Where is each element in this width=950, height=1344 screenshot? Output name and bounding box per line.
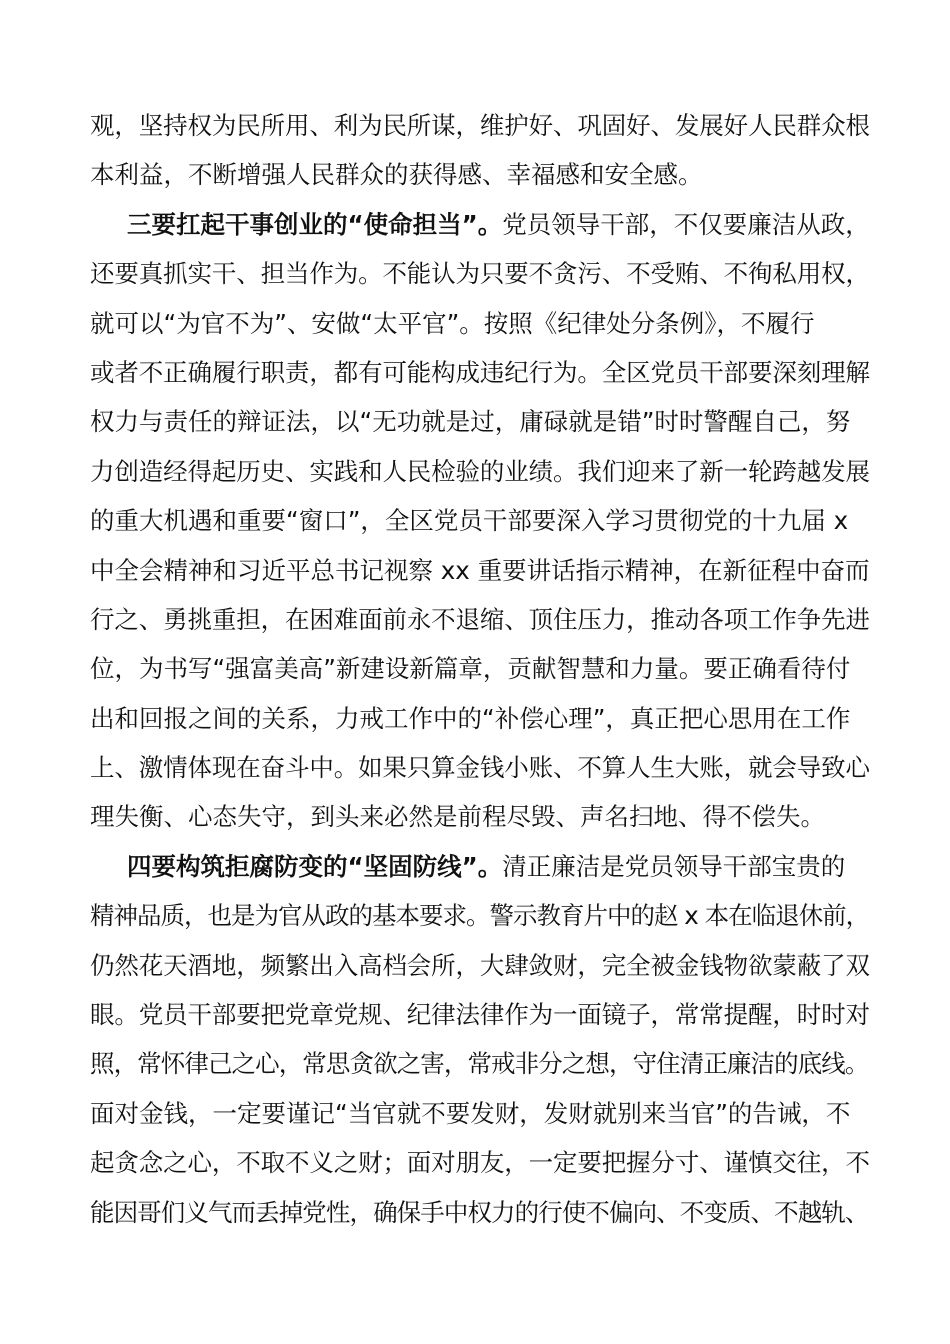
document-body [90,101,870,1237]
heading-continuation: 党员领导干部，不仅要廉洁从政， [502,209,870,239]
text-line: 就可以“为官不为”、安做“太平官”。按照《纪律处分条例》，不履行 [90,308,815,338]
paragraph-1 [90,101,870,200]
text-line: 面对金钱，一定要谨记“当官就不要发财，发财就别来当官”的告诫，不 [90,1098,851,1128]
text-line: 上、激情体现在奋斗中。如果只算金钱小账、不算人生大账，就会导致心 [90,753,870,783]
text-line: 出和回报之间的关系，力戒工作中的“补偿心理”，真正把心思用在工作 [90,703,851,733]
text-line: 行之、勇挑重担，在困难面前永不退缩、顶住压力，推动各项工作争先进 [90,604,870,634]
text-line: 力创造经得起历史、实践和人民检验的业绩。我们迎来了新一轮跨越发展 [90,456,870,486]
text-line-first [90,200,870,249]
text-line: 还要真抓实干、担当作为。不能认为只要不贪污、不受贿、不徇私用权， [90,259,870,289]
text-line: 照，常怀律己之心，常思贪欲之害，常戒非分之想，守住清正廉洁的底线。 [90,1049,869,1079]
text-line: 观，坚持权为民所用、利为民所谋，维护好、巩固好、发展好人民群众根 [90,111,870,140]
text-line: 仍然花天酒地，频繁出入高档会所，大肆敛财，完全被金钱物欲蒙蔽了双 [90,950,870,980]
text-line: 位，为书写“强富美高”新建设新篇章，贡献智慧和力量。要正确看待付 [90,654,851,684]
heading-continuation: 清正廉洁是党员领导干部宝贵的 [502,851,846,881]
paragraph-heading: 四要构筑拒腐防变的“坚固防线”。 [127,851,503,881]
text-line: 精神品质，也是为官从政的基本要求。警示教育片中的赵 x 本在临退休前， [90,901,870,931]
text-line-first [90,842,870,891]
text-line: 权力与责任的辩证法，以“无功就是过，庸碌就是错”时时警醒自己，努 [90,407,851,437]
paragraph-2 [90,200,870,842]
text-line: 或者不正确履行职责，都有可能构成违纪行为。全区党员干部要深刻理解 [90,357,870,387]
paragraph-3 [90,842,870,1237]
text-line: 的重大机遇和重要“窗口”，全区党员干部要深入学习贯彻党的十九届 x [90,506,849,536]
text-line: 理失衡、心态失守，到头来必然是前程尽毁、声名扫地、得不偿失。 [90,802,825,832]
text-line: 起贪念之心，不取不义之财；面对朋友，一定要把握分寸、谨慎交往，不 [90,1148,870,1178]
text-line: 本利益，不断增强人民群众的获得感、幸福感和安全感。 [90,160,703,190]
text-line: 能因哥们义气而丢掉党性，确保手中权力的行使不偏向、不变质、不越轨、 [90,1197,869,1227]
text-line: 眼。党员干部要把党章党规、纪律法律作为一面镜子，常常提醒，时时对 [90,1000,870,1030]
text-line: 中全会精神和习近平总书记视察 xx 重要讲话指示精神，在新征程中奋而 [90,555,870,585]
paragraph-heading: 三要扛起干事创业的“使命担当”。 [127,209,503,239]
